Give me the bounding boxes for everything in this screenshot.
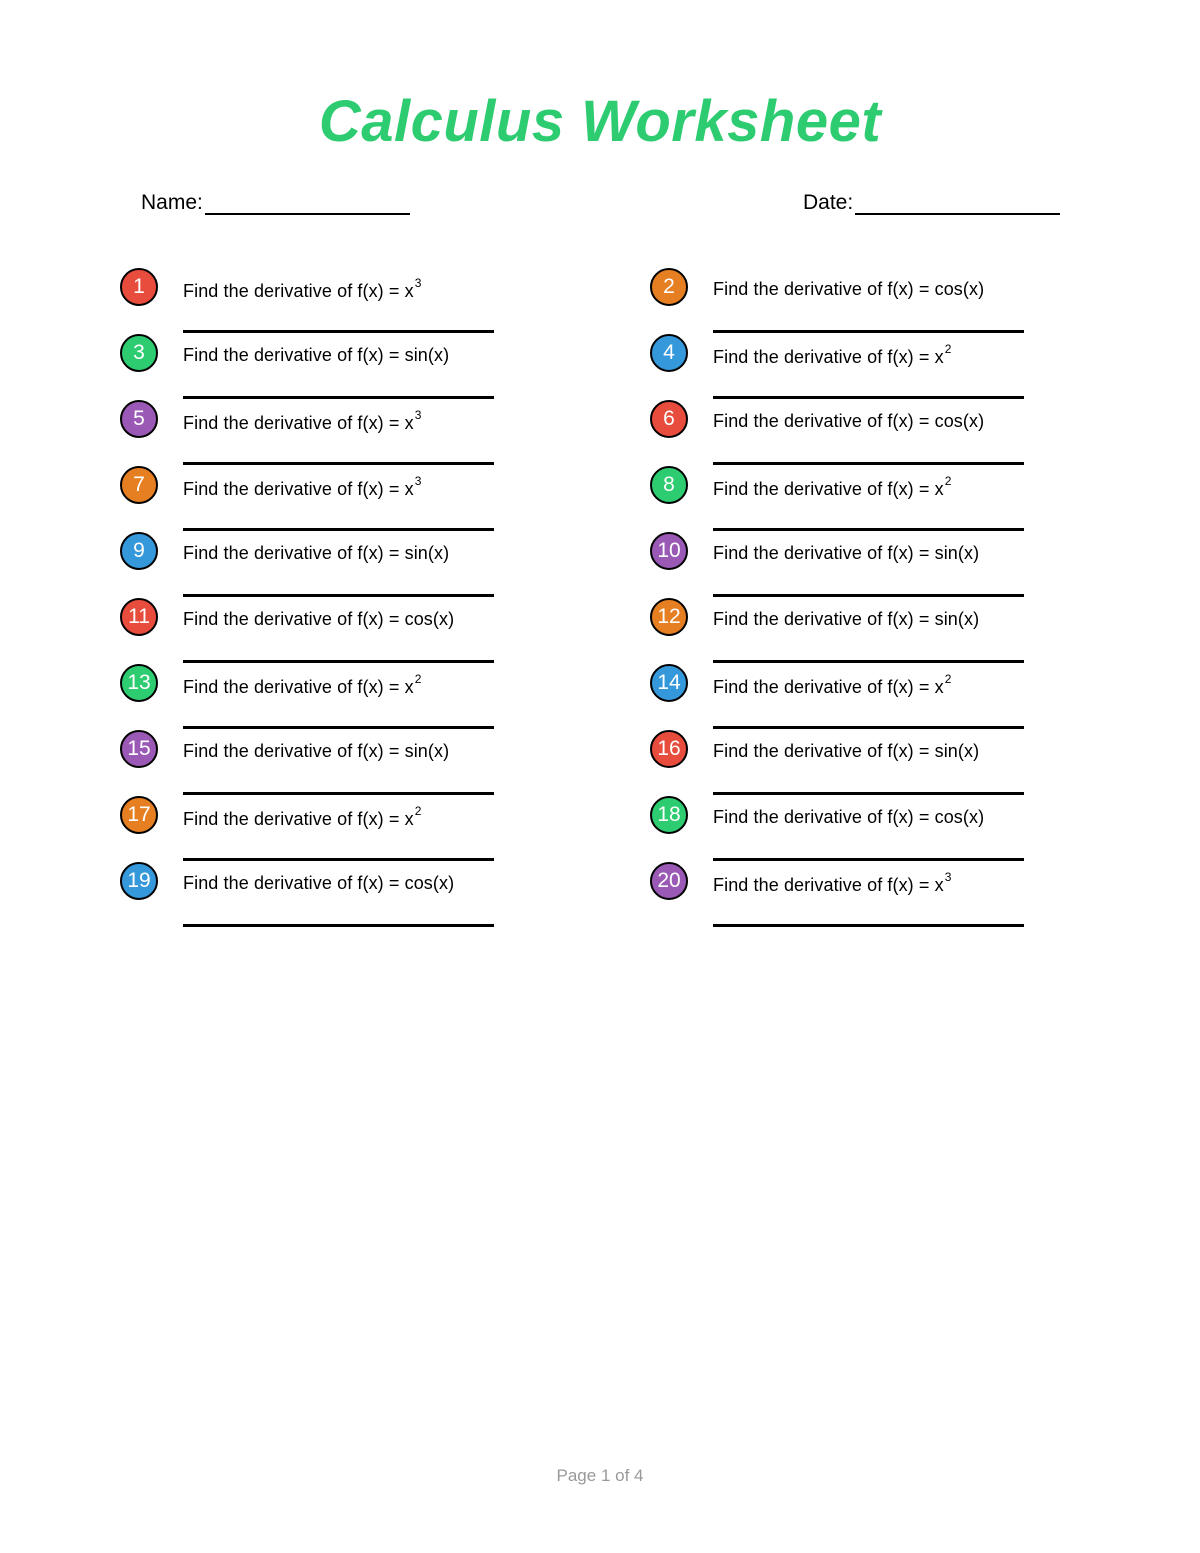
question-prefix: Find the derivative of f(x) = xyxy=(713,279,935,299)
question-text xyxy=(183,609,454,630)
question-text xyxy=(713,672,952,698)
answer-line[interactable] xyxy=(713,924,1024,927)
question-text xyxy=(183,873,454,894)
question-exponent: 2 xyxy=(414,804,422,818)
question-exponent: 3 xyxy=(414,276,422,290)
question-prefix: Find the derivative of f(x) = xyxy=(183,345,405,365)
answer-line[interactable] xyxy=(713,594,1024,597)
date-field[interactable] xyxy=(803,191,1060,215)
question-number-badge: 14 xyxy=(650,664,688,702)
question-function: cos(x) xyxy=(934,279,985,299)
question-number-badge: 19 xyxy=(120,862,158,900)
question-number-badge: 10 xyxy=(650,532,688,570)
question-function: sin(x) xyxy=(934,741,980,761)
answer-line[interactable] xyxy=(183,858,494,861)
question-function: cos(x) xyxy=(934,807,985,827)
answer-line[interactable] xyxy=(183,594,494,597)
answer-line[interactable] xyxy=(183,330,494,333)
question-number-badge: 7 xyxy=(120,466,158,504)
question-function: sin(x) xyxy=(404,345,450,365)
question-text xyxy=(183,804,422,830)
question-function: cos(x) xyxy=(404,873,455,893)
question-text xyxy=(183,543,449,564)
question-function: x xyxy=(934,677,944,697)
answer-line[interactable] xyxy=(183,396,494,399)
question-number-badge: 17 xyxy=(120,796,158,834)
question-prefix: Find the derivative of f(x) = xyxy=(713,807,935,827)
question-function: cos(x) xyxy=(404,609,455,629)
question-prefix: Find the derivative of f(x) = xyxy=(713,347,935,367)
question-text xyxy=(183,408,422,434)
answer-line[interactable] xyxy=(183,462,494,465)
question-exponent: 3 xyxy=(944,870,952,884)
question-exponent: 3 xyxy=(414,474,422,488)
question-text xyxy=(713,609,979,630)
question-exponent: 2 xyxy=(944,342,952,356)
question-text xyxy=(183,741,449,762)
question-function: sin(x) xyxy=(934,609,980,629)
question-function: x xyxy=(404,281,414,301)
question-function: x xyxy=(404,809,414,829)
question-prefix: Find the derivative of f(x) = xyxy=(183,281,405,301)
date-blank-line[interactable] xyxy=(855,193,1060,215)
answer-line[interactable] xyxy=(183,528,494,531)
question-text xyxy=(713,543,979,564)
question-prefix: Find the derivative of f(x) = xyxy=(183,413,405,433)
question-exponent: 2 xyxy=(944,672,952,686)
answer-line[interactable] xyxy=(713,462,1024,465)
answer-line[interactable] xyxy=(713,396,1024,399)
question-number-badge: 5 xyxy=(120,400,158,438)
question-prefix: Find the derivative of f(x) = xyxy=(183,741,405,761)
question-number-badge: 9 xyxy=(120,532,158,570)
question-prefix: Find the derivative of f(x) = xyxy=(183,479,405,499)
question-text xyxy=(713,342,952,368)
question-exponent: 2 xyxy=(414,672,422,686)
question-text xyxy=(183,345,449,366)
question-text xyxy=(183,276,422,302)
question-number-badge: 4 xyxy=(650,334,688,372)
question-function: x xyxy=(404,677,414,697)
question-text xyxy=(183,474,422,500)
question-number-badge: 2 xyxy=(650,268,688,306)
question-prefix: Find the derivative of f(x) = xyxy=(183,809,405,829)
question-prefix: Find the derivative of f(x) = xyxy=(713,479,935,499)
question-number-badge: 20 xyxy=(650,862,688,900)
answer-line[interactable] xyxy=(183,792,494,795)
name-field[interactable] xyxy=(141,191,410,215)
answer-line[interactable] xyxy=(713,660,1024,663)
question-number-badge: 1 xyxy=(120,268,158,306)
question-text xyxy=(183,672,422,698)
page-footer: Page 1 of 4 xyxy=(556,1466,644,1485)
question-number-badge: 18 xyxy=(650,796,688,834)
question-prefix: Find the derivative of f(x) = xyxy=(713,411,935,431)
question-function: x xyxy=(404,413,414,433)
question-text xyxy=(713,474,952,500)
question-prefix: Find the derivative of f(x) = xyxy=(713,609,935,629)
question-function: x xyxy=(934,347,944,367)
answer-line[interactable] xyxy=(713,858,1024,861)
question-text xyxy=(713,870,952,896)
question-prefix: Find the derivative of f(x) = xyxy=(183,543,405,563)
question-prefix: Find the derivative of f(x) = xyxy=(713,741,935,761)
date-label: Date: xyxy=(803,191,854,214)
question-text xyxy=(713,741,979,762)
answer-line[interactable] xyxy=(713,792,1024,795)
question-number-badge: 8 xyxy=(650,466,688,504)
question-function: x xyxy=(934,875,944,895)
question-prefix: Find the derivative of f(x) = xyxy=(183,873,405,893)
question-exponent: 2 xyxy=(944,474,952,488)
question-number-badge: 11 xyxy=(120,598,158,636)
question-function: x xyxy=(934,479,944,499)
question-prefix: Find the derivative of f(x) = xyxy=(713,677,935,697)
answer-line[interactable] xyxy=(183,660,494,663)
question-number-badge: 16 xyxy=(650,730,688,768)
question-number-badge: 12 xyxy=(650,598,688,636)
question-function: sin(x) xyxy=(934,543,980,563)
name-label: Name: xyxy=(141,191,203,214)
question-prefix: Find the derivative of f(x) = xyxy=(183,677,405,697)
question-prefix: Find the derivative of f(x) = xyxy=(183,609,405,629)
question-prefix: Find the derivative of f(x) = xyxy=(713,875,935,895)
question-number-badge: 15 xyxy=(120,730,158,768)
question-function: sin(x) xyxy=(404,543,450,563)
name-blank-line[interactable] xyxy=(205,193,410,215)
answer-line[interactable] xyxy=(183,726,494,729)
worksheet-title: Calculus Worksheet xyxy=(318,89,882,154)
answer-line[interactable] xyxy=(183,924,494,927)
answer-line[interactable] xyxy=(713,726,1024,729)
question-number-badge: 3 xyxy=(120,334,158,372)
question-function: sin(x) xyxy=(404,741,450,761)
answer-line[interactable] xyxy=(713,330,1024,333)
question-text xyxy=(713,279,984,300)
question-function: cos(x) xyxy=(934,411,985,431)
question-number-badge: 13 xyxy=(120,664,158,702)
question-number-badge: 6 xyxy=(650,400,688,438)
question-exponent: 3 xyxy=(414,408,422,422)
question-text xyxy=(713,411,984,432)
answer-line[interactable] xyxy=(713,528,1024,531)
question-function: x xyxy=(404,479,414,499)
question-prefix: Find the derivative of f(x) = xyxy=(713,543,935,563)
question-text xyxy=(713,807,984,828)
